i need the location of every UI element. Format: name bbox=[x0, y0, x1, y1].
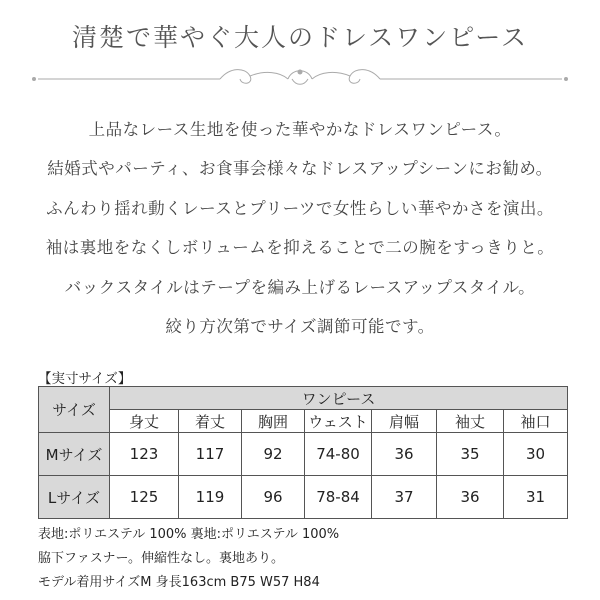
row-label: Mサイズ bbox=[39, 433, 110, 476]
table-cell: 125 bbox=[110, 476, 179, 519]
description-line: バックスタイルはテープを編み上げるレースアップスタイル。 bbox=[64, 278, 536, 297]
size-table bbox=[38, 386, 568, 519]
table-cell: 30 bbox=[504, 433, 568, 476]
model-size-note: モデル着用サイズM 身長163cm B75 W57 H84 bbox=[38, 575, 320, 590]
description-line: ふんわり揺れ動くレースとプリーツで女性らしい華やかさを演出。 bbox=[46, 199, 554, 218]
table-cell: 92 bbox=[242, 433, 305, 476]
table-cell: 96 bbox=[242, 476, 305, 519]
table-cell: 119 bbox=[179, 476, 242, 519]
description-line: 結婚式やパーティ、お食事会様々なドレスアップシーンにお勧め。 bbox=[47, 159, 553, 178]
size-table-corner: サイズ bbox=[39, 387, 110, 433]
column-header: 袖口 bbox=[504, 410, 568, 433]
description-line: 絞り方次第でサイズ調節可能です。 bbox=[165, 317, 435, 336]
table-cell: 35 bbox=[437, 433, 504, 476]
feature-note: 脇下ファスナー。伸縮性なし。裏地あり。 bbox=[38, 551, 284, 566]
table-row bbox=[39, 476, 568, 519]
material-note: 表地:ポリエステル 100% 裏地:ポリエステル 100% bbox=[38, 527, 340, 542]
column-header: 着丈 bbox=[179, 410, 242, 433]
description-line: 上品なレース生地を使った華やかなドレスワンピース。 bbox=[88, 120, 512, 139]
table-cell: 78-84 bbox=[305, 476, 372, 519]
table-cell: 74-80 bbox=[305, 433, 372, 476]
table-cell: 36 bbox=[437, 476, 504, 519]
column-header: 胸囲 bbox=[242, 410, 305, 433]
column-header: 袖丈 bbox=[437, 410, 504, 433]
table-cell: 31 bbox=[504, 476, 568, 519]
size-table-group-row bbox=[39, 387, 568, 410]
table-row bbox=[39, 433, 568, 476]
ornament-divider bbox=[30, 62, 570, 92]
row-label: Lサイズ bbox=[39, 476, 110, 519]
size-table-header-row bbox=[39, 410, 568, 433]
table-cell: 37 bbox=[372, 476, 437, 519]
table-cell: 123 bbox=[110, 433, 179, 476]
column-header: 肩幅 bbox=[372, 410, 437, 433]
table-cell: 117 bbox=[179, 433, 242, 476]
size-table-heading: 【実寸サイズ】 bbox=[38, 371, 132, 387]
table-cell: 36 bbox=[372, 433, 437, 476]
column-header: ウェスト bbox=[305, 410, 372, 433]
page-title: 清楚で華やぐ大人のドレスワンピース bbox=[71, 23, 528, 52]
description-line: 袖は裏地をなくしボリュームを抑えることで二の腕をすっきりと。 bbox=[45, 238, 555, 257]
size-table-group-header: ワンピース bbox=[110, 387, 568, 410]
column-header: 身丈 bbox=[110, 410, 179, 433]
